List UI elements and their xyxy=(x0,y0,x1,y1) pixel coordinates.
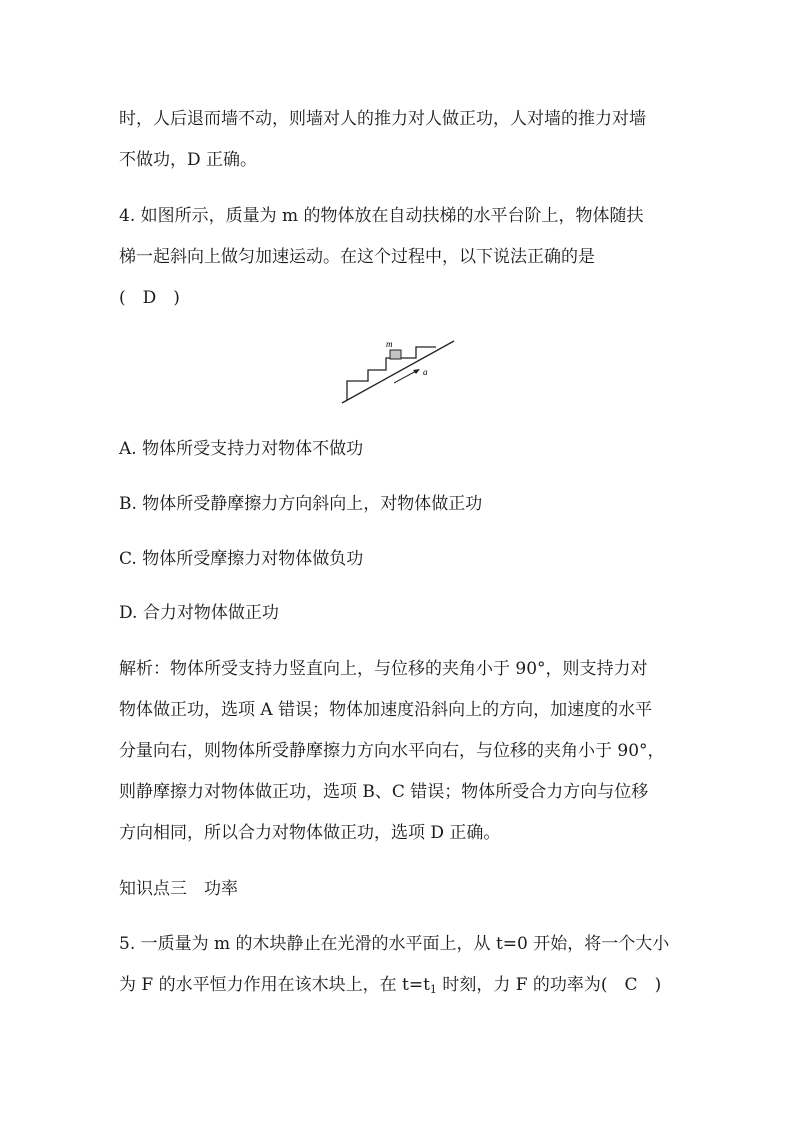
question-5-line-2 xyxy=(119,973,661,1002)
question-4-stem-line-1: 4. 如图所示，质量为 m 的物体放在自动扶梯的水平台阶上，物体随扶 xyxy=(119,206,644,226)
option-c: C. 物体所受摩擦力对物体做负功 xyxy=(119,549,364,569)
prev-explanation-line-2: 不做功，D 正确。 xyxy=(119,150,258,170)
question-4-answer: ( D ) xyxy=(119,288,180,308)
analysis-line-1: 解析：物体所受支持力竖直向上，与位移的夹角小于 90°，则支持力对 xyxy=(119,659,648,679)
escalator-diagram xyxy=(338,333,458,405)
question-5-line-1: 5. 一质量为 m 的木块静止在光滑的水平面上，从 t=0 开始，将一个大小 xyxy=(119,934,670,954)
prev-explanation-line-1: 时，人后退而墙不动，则墙对人的推力对人做正功，人对墙的推力对墙 xyxy=(119,109,646,129)
block-mass xyxy=(390,350,401,359)
analysis-line-3: 分量向右，则物体所受静摩擦力方向水平向右，与位移的夹角小于 90°， xyxy=(119,741,665,761)
section-title: 知识点三 功率 xyxy=(119,879,238,899)
acceleration-label: a xyxy=(423,367,428,377)
option-b: B. 物体所受静摩擦力方向斜向上，对物体做正功 xyxy=(119,494,483,514)
question-5-line-2-after: 时刻，力 F 的功率为( C ) xyxy=(436,975,662,995)
option-d: D. 合力对物体做正功 xyxy=(119,603,279,623)
analysis-line-2: 物体做正功，选项 A 错误；物体加速度沿斜向上的方向，加速度的水平 xyxy=(119,700,653,720)
mass-label: m xyxy=(386,339,393,349)
option-a: A. 物体所受支持力对物体不做功 xyxy=(119,439,364,459)
subscript-1: 1 xyxy=(429,983,437,996)
acceleration-arrowhead xyxy=(413,369,420,374)
analysis-line-5: 方向相同，所以合力对物体做正功，选项 D 正确。 xyxy=(119,823,501,843)
question-5-line-2-before: 为 F 的水平恒力作用在该木块上，在 t=t xyxy=(119,975,430,995)
analysis-line-4: 则静摩擦力对物体做正功，选项 B、C 错误；物体所受合力方向与位移 xyxy=(119,782,649,802)
question-4-stem-line-2: 梯一起斜向上做匀加速运动。在这个过程中，以下说法正确的是 xyxy=(119,247,595,267)
